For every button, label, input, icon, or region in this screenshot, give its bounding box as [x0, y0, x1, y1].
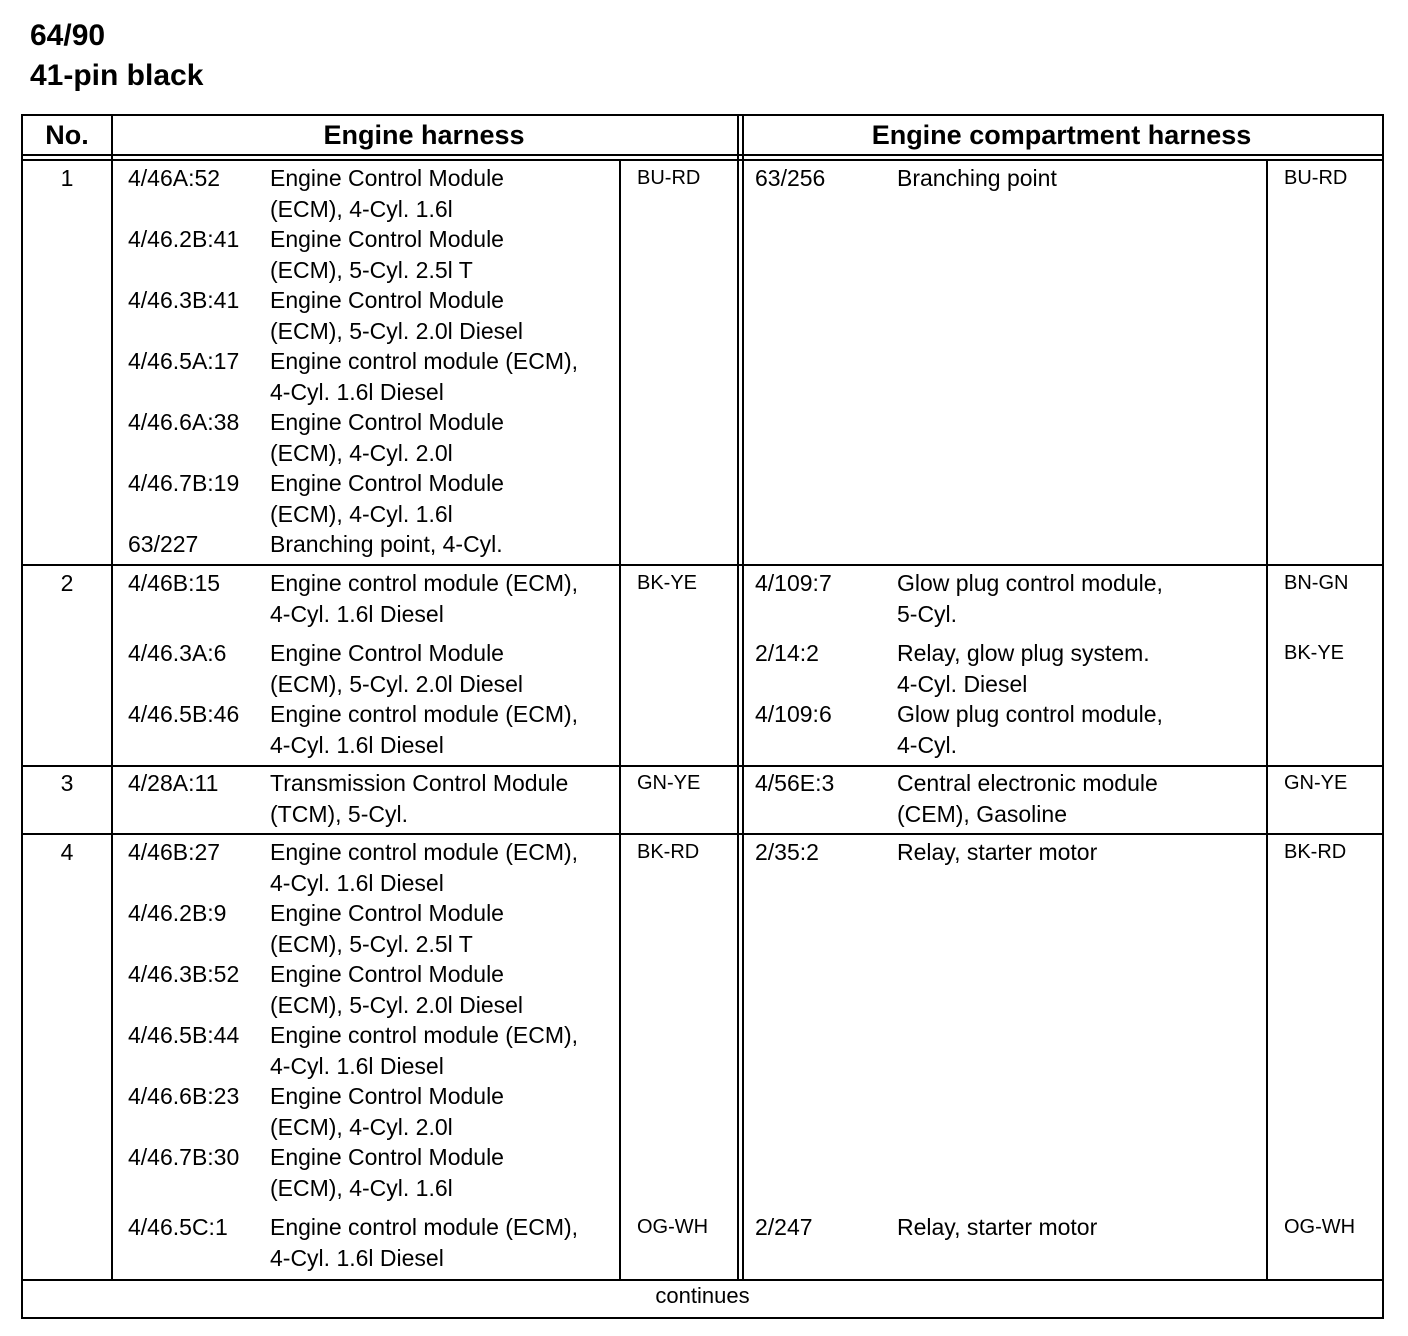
- engine-wire-color: GN-YE: [637, 772, 701, 794]
- compartment-pin-desc: 4-Cyl. Diesel: [897, 670, 1028, 697]
- engine-wire-color: OG-WH: [637, 1216, 709, 1238]
- compartment-pin-desc: 5-Cyl.: [897, 600, 958, 627]
- engine-pin-code: 4/28A:11: [128, 770, 219, 796]
- engine-pin-desc: Engine Control Module: [270, 409, 504, 435]
- row-divider-footer: [23, 1279, 1382, 1281]
- engine-pin-desc: Engine Control Module: [270, 165, 504, 191]
- engine-pin-desc: Engine control module (ECM),: [270, 839, 579, 865]
- engine-pin-desc: Engine Control Module: [270, 961, 504, 987]
- header-divider-2: [23, 159, 1382, 161]
- engine-pin-code: 4/46B:15: [128, 570, 221, 596]
- page-title-code: 64/90: [30, 19, 106, 52]
- engine-pin-desc: Transmission Control Module: [270, 770, 569, 796]
- compartment-wire-color: BU-RD: [1284, 167, 1348, 189]
- engine-pin-desc: Engine control module (ECM),: [270, 570, 579, 596]
- engine-pin-desc: (ECM), 4-Cyl. 2.0l: [270, 1113, 453, 1140]
- engine-pin-desc: 4-Cyl. 1.6l Diesel: [270, 731, 444, 758]
- engine-pin-desc: 4-Cyl. 1.6l Diesel: [270, 378, 444, 405]
- header-divider: [23, 154, 1382, 156]
- engine-pin-desc: Engine Control Module: [270, 1083, 504, 1109]
- compartment-wire-color: GN-YE: [1284, 772, 1348, 794]
- engine-pin-code: 4/46.2B:41: [128, 226, 240, 252]
- engine-pin-code: 4/46.3A:6: [128, 640, 227, 666]
- compartment-pin-desc: Relay, starter motor: [897, 839, 1098, 865]
- compartment-pin-code: 2/247: [755, 1214, 813, 1240]
- engine-pin-desc: Engine control module (ECM),: [270, 1214, 579, 1240]
- compartment-pin-desc: Branching point: [897, 165, 1057, 191]
- row-number: 2: [60, 570, 74, 596]
- engine-pin-code: 4/46.6A:38: [128, 409, 240, 435]
- engine-pin-code: 4/46.5C:1: [128, 1214, 228, 1240]
- engine-pin-code: 4/46.5B:44: [128, 1022, 240, 1048]
- compartment-pin-desc: Central electronic module: [897, 770, 1158, 796]
- compartment-pin-desc: 4-Cyl.: [897, 731, 958, 758]
- engine-pin-desc: Engine control module (ECM),: [270, 701, 579, 727]
- engine-pin-desc: 4-Cyl. 1.6l Diesel: [270, 1244, 444, 1271]
- engine-pin-desc: (ECM), 5-Cyl. 2.0l Diesel: [270, 670, 524, 697]
- compartment-pin-code: 4/109:6: [755, 701, 832, 727]
- compartment-wire-color: OG-WH: [1284, 1216, 1356, 1238]
- row-divider: [23, 833, 1382, 835]
- engine-pin-code: 4/46.5B:46: [128, 701, 240, 727]
- row-number: 4: [60, 839, 74, 865]
- engine-pin-desc: 4-Cyl. 1.6l Diesel: [270, 869, 444, 896]
- compartment-pin-code: 2/35:2: [755, 839, 819, 865]
- engine-pin-desc: Branching point, 4-Cyl.: [270, 531, 503, 557]
- engine-pin-desc: (ECM), 5-Cyl. 2.5l T: [270, 256, 473, 283]
- compartment-pin-code: 4/56E:3: [755, 770, 835, 796]
- engine-pin-desc: (ECM), 4-Cyl. 1.6l: [270, 1174, 453, 1201]
- engine-pin-code: 63/227: [128, 531, 199, 557]
- engine-pin-desc: Engine Control Module: [270, 226, 504, 252]
- engine-wire-color: BU-RD: [637, 167, 701, 189]
- row-divider: [23, 564, 1382, 566]
- divider-engine-color: [619, 161, 621, 1279]
- engine-pin-code: 4/46.5A:17: [128, 348, 240, 374]
- pin-table: [21, 114, 1384, 1319]
- engine-pin-desc: 4-Cyl. 1.6l Diesel: [270, 1052, 444, 1079]
- compartment-pin-desc: Glow plug control module,: [897, 701, 1163, 727]
- divider-compartment-color: [1266, 161, 1268, 1279]
- engine-wire-color: BK-YE: [637, 572, 698, 594]
- engine-pin-code: 4/46A:52: [128, 165, 221, 191]
- engine-pin-desc: (ECM), 4-Cyl. 1.6l: [270, 500, 453, 527]
- compartment-pin-desc: Relay, starter motor: [897, 1214, 1098, 1240]
- engine-pin-desc: Engine control module (ECM),: [270, 1022, 579, 1048]
- engine-pin-desc: (ECM), 5-Cyl. 2.0l Diesel: [270, 991, 524, 1018]
- divider-harness: [737, 116, 739, 1279]
- divider-no: [111, 116, 113, 1279]
- engine-pin-desc: (ECM), 5-Cyl. 2.0l Diesel: [270, 317, 524, 344]
- header-no: No.: [45, 120, 89, 150]
- engine-pin-desc: Engine Control Module: [270, 1144, 504, 1170]
- engine-pin-desc: (TCM), 5-Cyl.: [270, 800, 408, 827]
- engine-pin-desc: Engine Control Module: [270, 470, 504, 496]
- engine-pin-code: 4/46.2B:9: [128, 900, 227, 926]
- header-engine-harness: Engine harness: [323, 120, 525, 150]
- engine-pin-desc: Engine Control Module: [270, 900, 504, 926]
- compartment-wire-color: BK-RD: [1284, 841, 1347, 863]
- engine-pin-code: 4/46.6B:23: [128, 1083, 240, 1109]
- engine-pin-desc: (ECM), 4-Cyl. 2.0l: [270, 439, 453, 466]
- engine-pin-code: 4/46.7B:19: [128, 470, 240, 496]
- engine-pin-desc: Engine Control Module: [270, 287, 504, 313]
- engine-pin-desc: Engine Control Module: [270, 640, 504, 666]
- row-number: 1: [60, 165, 74, 191]
- engine-pin-desc: (ECM), 5-Cyl. 2.5l T: [270, 930, 473, 957]
- compartment-wire-color: BK-YE: [1284, 642, 1345, 664]
- compartment-pin-code: 63/256: [755, 165, 826, 191]
- engine-pin-code: 4/46B:27: [128, 839, 221, 865]
- engine-wire-color: BK-RD: [637, 841, 700, 863]
- header-engine-compartment-harness: Engine compartment harness: [871, 120, 1252, 150]
- compartment-wire-color: BN-GN: [1284, 572, 1349, 594]
- compartment-pin-code: 2/14:2: [755, 640, 819, 666]
- engine-pin-desc: (ECM), 4-Cyl. 1.6l: [270, 195, 453, 222]
- row-divider: [23, 765, 1382, 767]
- compartment-pin-code: 4/109:7: [755, 570, 832, 596]
- engine-pin-code: 4/46.7B:30: [128, 1144, 240, 1170]
- engine-pin-code: 4/46.3B:41: [128, 287, 240, 313]
- engine-pin-code: 4/46.3B:52: [128, 961, 240, 987]
- page-title-connector: 41-pin black: [30, 59, 204, 92]
- divider-harness-2: [742, 116, 744, 1279]
- compartment-pin-desc: (CEM), Gasoline: [897, 800, 1067, 827]
- continues-note: continues: [655, 1283, 750, 1308]
- row-number: 3: [60, 770, 74, 796]
- engine-pin-desc: 4-Cyl. 1.6l Diesel: [270, 600, 444, 627]
- compartment-pin-desc: Glow plug control module,: [897, 570, 1163, 596]
- engine-pin-desc: Engine control module (ECM),: [270, 348, 579, 374]
- compartment-pin-desc: Relay, glow plug system.: [897, 640, 1150, 666]
